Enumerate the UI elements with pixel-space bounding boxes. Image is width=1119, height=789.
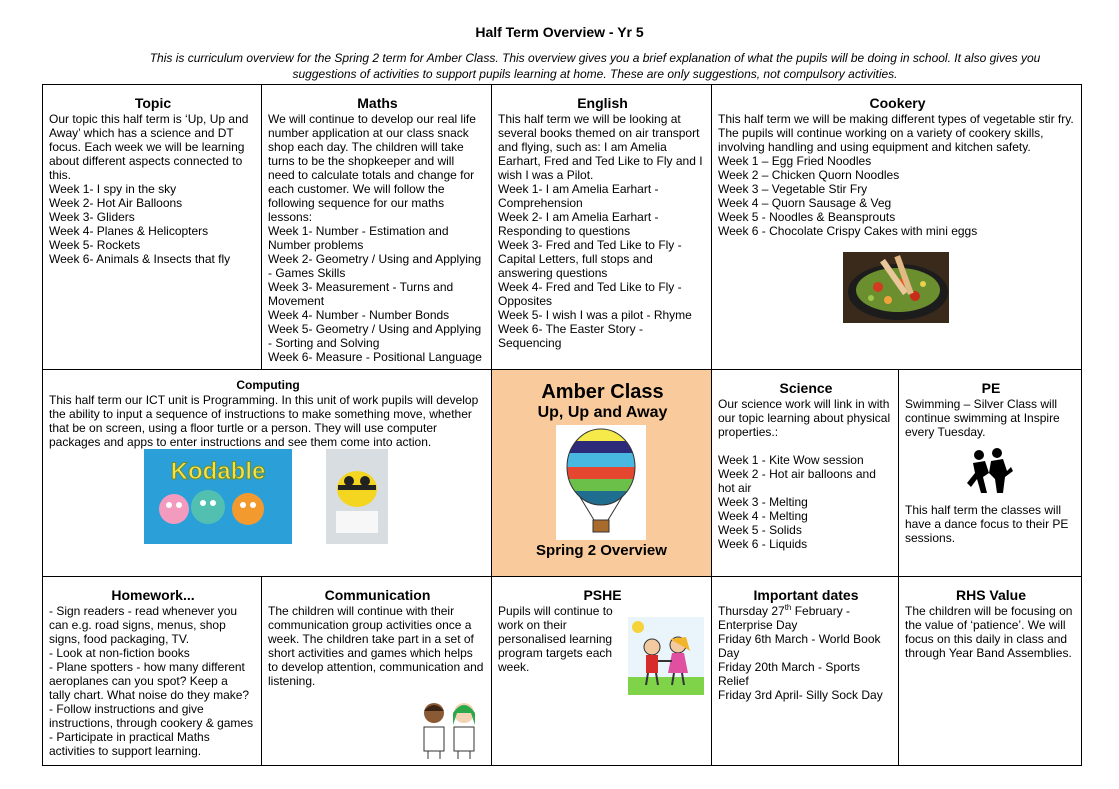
text-line: work on their	[498, 618, 567, 632]
text-line: Week 4- Planes & Helicopters	[49, 224, 209, 238]
text-line: focus. Each week we will be learning	[49, 140, 245, 154]
text-line: this.	[49, 168, 72, 182]
rhs-value-cell	[898, 576, 1082, 766]
text-line: The children will continue with their	[268, 604, 455, 618]
two-children-image	[416, 699, 484, 759]
text-line: continue swimming at Inspire	[905, 411, 1060, 425]
science-body	[718, 397, 894, 551]
dance-icon	[965, 447, 1013, 495]
text-line: - Follow instructions and give	[49, 702, 204, 716]
important-dates-body	[718, 618, 894, 702]
text-line: Friday 6th March - World Book	[718, 632, 881, 646]
communication-body	[268, 604, 487, 688]
text-line: properties.:	[718, 425, 779, 439]
text-line: Week 4 - Melting	[718, 509, 808, 523]
text-line: Week 1- I spy in the sky	[49, 182, 177, 196]
text-line: Week 3- Measurement - Turns and	[268, 280, 454, 294]
text-line: - Games Skills	[268, 266, 346, 280]
text-line: answering questions	[498, 266, 608, 280]
cookery-heading: Cookery	[869, 95, 926, 111]
important-dates-line-1: Thursday 27th February -	[718, 603, 851, 618]
page-subtitle: This is curriculum overview for the Spring 2 term for Amber Class. This overview gives you a brief explanation of what the pupils will be doing in school. It also gives you suggestions of activities to support pupils learning at home. These are only suggestions, not compulsory activities.	[149, 51, 1041, 81]
maths-body	[268, 112, 487, 364]
text-line: through Year Band Assemblies.	[905, 646, 1072, 660]
text-line: Responding to questions	[498, 224, 631, 238]
english-body	[498, 112, 707, 350]
text-line: every Tuesday.	[905, 425, 986, 439]
text-line: sessions.	[905, 531, 956, 545]
text-line: the ability to input a sequence of instructions to make something move, whether	[49, 407, 472, 421]
text-line: Sequencing	[498, 336, 562, 350]
communication-heading: Communication	[324, 587, 431, 603]
science-heading: Science	[779, 380, 833, 396]
text-line: Opposites	[498, 294, 553, 308]
text-line: program targets each	[498, 646, 613, 660]
text-line: - Plane spotters - how many different	[49, 660, 245, 674]
text-line: Week 1 – Egg Fried Noodles	[718, 154, 872, 168]
topic-cell	[42, 84, 262, 370]
topic-heading: Topic	[134, 95, 172, 111]
text-line: need to calculate totals and change for	[268, 168, 475, 182]
science-cell	[711, 369, 899, 577]
text-line: Week 1- Number - Estimation and	[268, 224, 449, 238]
text-line: involving handling and using equipment and kitchen safety.	[718, 140, 1031, 154]
text-line: Week 2- I am Amelia Earhart -	[498, 210, 659, 224]
text-line: Week 6- Animals & Insects that fly	[49, 252, 231, 266]
text-line: Week 2 - Hot air balloons and	[718, 467, 876, 481]
text-line: Week 6- Measure - Positional Language	[268, 350, 482, 364]
text-line: each customer. We will follow the	[268, 182, 445, 196]
text-line: Week 5 - Noodles & Beansprouts	[718, 210, 896, 224]
text-line: The pupils will continue working on a variety of cookery skills,	[718, 126, 1044, 140]
children-holding-hands-image	[628, 617, 704, 695]
text-line: our topic learning about physical	[718, 411, 891, 425]
text-line: lessons:	[268, 210, 313, 224]
text-line: Pupils will continue to	[498, 604, 613, 618]
text-line: short activities and games which helps	[268, 646, 473, 660]
text-line: - Participate in practical Maths	[49, 730, 210, 744]
stir-fry-image	[843, 252, 949, 323]
page-title: Half Term Overview - Yr 5	[475, 24, 644, 40]
amber-class-footer: Spring 2 Overview	[536, 542, 667, 559]
pe-cell	[898, 369, 1082, 577]
text-line: packages and apps to enter instructions and see them come into action.	[49, 435, 432, 449]
text-line: Relief	[718, 674, 749, 688]
rhs-value-heading: RHS Value	[955, 587, 1027, 603]
text-line: Our topic this half term is ‘Up, Up and	[49, 112, 249, 126]
kodable-logo-text: Kodable	[170, 458, 266, 485]
text-line: have a dance focus to their PE	[905, 517, 1069, 531]
kodable-logo-image	[144, 449, 292, 544]
text-line: that be on screen, using a floor turtle or a person. They will use computer	[49, 421, 437, 435]
text-line: This half term we will be making different types of vegetable stir fry.	[718, 112, 1074, 126]
text-line: shop each day. The children will take	[268, 140, 464, 154]
text-line: following sequence for our maths	[268, 196, 445, 210]
text-line: This half term our ICT unit is Programming. In this unit of work pupils will develop	[49, 393, 479, 407]
text-line: aeroplanes can you spot? Keep a	[49, 674, 228, 688]
text-line: This half term we will be looking at	[498, 112, 681, 126]
text-line: Our science work will link in with	[718, 397, 890, 411]
text-line: Week 2 – Chicken Quorn Noodles	[718, 168, 900, 182]
text-line: Week 4- Number - Number Bonds	[268, 308, 450, 322]
text-line: Friday 20th March - Sports	[718, 660, 861, 674]
text-line: Week 6 - Chocolate Crispy Cakes with mini eggs	[718, 224, 978, 238]
amber-class-subtitle: Up, Up and Away	[537, 404, 668, 421]
text-line: Week 3- Fred and Ted Like to Fly -	[498, 238, 682, 252]
homework-cell	[42, 576, 262, 766]
pshe-heading: PSHE	[583, 587, 622, 603]
maths-cell	[261, 84, 492, 370]
text-line: Comprehension	[498, 196, 583, 210]
text-line: several books themed on air transport	[498, 126, 700, 140]
important-dates-cell	[711, 576, 899, 766]
communication-cell	[261, 576, 492, 766]
pe-body-top	[905, 397, 1077, 439]
text-line: Week 2- Geometry / Using and Applying	[268, 252, 482, 266]
maths-heading: Maths	[357, 95, 398, 111]
text-line: focus on this daily in class and	[905, 632, 1068, 646]
text-line: Week 4- Fred and Ted Like to Fly -	[498, 280, 682, 294]
cookery-body	[718, 112, 1077, 238]
computing-cell	[42, 369, 492, 577]
english-cell	[491, 84, 712, 370]
text-line: Week 6 - Liquids	[718, 537, 808, 551]
text-line: Day	[718, 646, 740, 660]
text-line: communication group activities once a	[268, 618, 472, 632]
pshe-cell	[491, 576, 712, 766]
text-line: Capital Letters, full stops and	[498, 252, 653, 266]
text-line: personalised learning	[498, 632, 613, 646]
homework-body	[49, 604, 257, 758]
text-line: about different aspects connected to	[49, 154, 243, 168]
hot-air-balloon-image	[556, 425, 646, 540]
text-line: turns to be the shopkeeper and will	[268, 154, 455, 168]
text-line: Week 2- Hot Air Balloons	[49, 196, 183, 210]
text-line: Away’ which has a science and DT	[49, 126, 234, 140]
text-line: can e.g. road signs, menus, shop	[49, 618, 226, 632]
text-line: - Look at non-fiction books	[49, 646, 190, 660]
text-line: hot air	[718, 481, 752, 495]
pe-heading: PE	[981, 380, 1001, 396]
text-line: Number problems	[268, 238, 364, 252]
computing-body	[49, 393, 487, 449]
text-line: Week 1- I am Amelia Earhart -	[498, 182, 659, 196]
topic-body	[49, 112, 257, 266]
text-line: Week 1 - Kite Wow session	[718, 453, 864, 467]
text-line: and flying, such as: I am Amelia	[498, 140, 667, 154]
text-line: activities to support learning.	[49, 744, 202, 758]
text-line: Swimming – Silver Class will	[905, 397, 1058, 411]
text-line: Week 5 - Solids	[718, 523, 802, 537]
text-line: listening.	[268, 674, 316, 688]
pe-body-bottom	[905, 503, 1077, 545]
text-line: number application at our class snack	[268, 126, 469, 140]
text-line: Movement	[268, 294, 325, 308]
computing-heading: Computing	[236, 378, 300, 392]
text-line: Week 5- Rockets	[49, 238, 141, 252]
bee-bot-image	[326, 449, 388, 544]
text-line: This half term the classes will	[905, 503, 1062, 517]
text-line	[718, 439, 894, 453]
text-line: Week 4 – Quorn Sausage & Veg	[718, 196, 892, 210]
text-line: - Sorting and Solving	[268, 336, 380, 350]
text-line: Week 5- Geometry / Using and Applying	[268, 322, 482, 336]
text-line: Enterprise Day	[718, 618, 798, 632]
text-line: tally chart. What noise do they make?	[49, 688, 250, 702]
text-line: week.	[498, 660, 530, 674]
text-line: Week 5- I wish I was a pilot - Rhyme	[498, 308, 692, 322]
text-line: wish I was a Pilot.	[498, 168, 594, 182]
text-line: Week 3 – Vegetable Stir Fry	[718, 182, 868, 196]
rhs-value-body	[905, 604, 1077, 660]
text-line: We will continue to develop our real life	[268, 112, 476, 126]
text-line: week. The children take part in a set of	[268, 632, 474, 646]
text-line: Week 6- The Easter Story -	[498, 322, 643, 336]
important-dates-heading: Important dates	[753, 587, 859, 603]
amber-class-panel	[491, 369, 712, 577]
text-line: the value of ‘patience’. We will	[905, 618, 1066, 632]
text-line: signs, food packaging, TV.	[49, 632, 190, 646]
homework-heading: Homework...	[111, 587, 195, 603]
text-line: to develop attention, communication and	[268, 660, 484, 674]
cookery-cell	[711, 84, 1082, 370]
text-line: Earhart, Fred and Ted Like to Fly and I	[498, 154, 703, 168]
english-heading: English	[577, 95, 628, 111]
text-line: Week 3 - Melting	[718, 495, 808, 509]
text-line: instructions, through cookery & games	[49, 716, 254, 730]
text-line: Friday 3rd April- Silly Sock Day	[718, 688, 883, 702]
text-line: - Sign readers - read whenever you	[49, 604, 238, 618]
amber-class-title: Amber Class	[541, 381, 664, 403]
text-line: Week 3- Gliders	[49, 210, 135, 224]
text-line: The children will be focusing on	[905, 604, 1073, 618]
